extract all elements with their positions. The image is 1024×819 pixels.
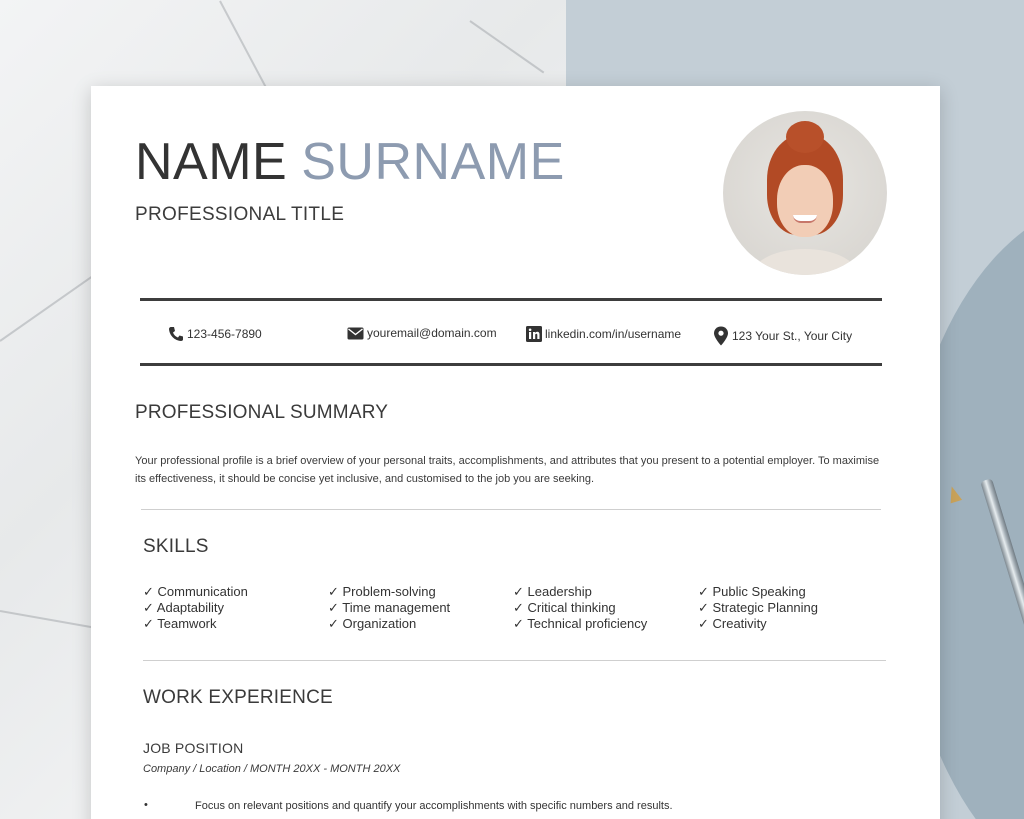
contact-phone [168, 326, 262, 342]
skill-item: ✓ Creativity [698, 616, 767, 631]
skill-item: ✓ Strategic Planning [698, 600, 819, 615]
resume-name [135, 132, 565, 192]
contact-email [347, 326, 497, 340]
skill-item: ✓ Organization [328, 616, 417, 631]
skill-item: ✓ Public Speaking [698, 584, 806, 599]
linkedin-icon [526, 326, 542, 342]
skill-item: ✓ Communication [143, 584, 248, 599]
map-pin-icon [713, 326, 729, 346]
first-name: NAME [135, 133, 288, 191]
contact-rule-bottom [140, 363, 882, 366]
skill-item: ✓ Technical proficiency [513, 616, 648, 631]
job-company-dates: Company / Location / MONTH 20XX - MONTH 20XX [143, 763, 401, 775]
summary-text: Your professional profile is a brief overview of your personal traits, accomplishments, and attributes that you present to a potential employer. To maximise its effectiveness, it should be concise yet inclusive, and customised to the job you are seeking. [135, 455, 880, 485]
surname: SURNAME [301, 133, 565, 191]
photo-shoulders [753, 249, 857, 275]
contact-address [713, 326, 852, 346]
summary-heading: PROFESSIONAL SUMMARY [135, 402, 389, 423]
job-position: JOB POSITION [143, 740, 244, 756]
skill-item: ✓ Teamwork [143, 616, 217, 631]
phone-text: 123-456-7890 [187, 327, 262, 341]
skill-item: ✓ Adaptability [143, 600, 224, 615]
email-text: youremail@domain.com [367, 326, 497, 340]
photo-hair-bun [786, 121, 824, 153]
experience-bullet: Focus on relevant positions and quantify your accomplishments with specific numbers and results. [195, 800, 673, 812]
phone-icon [168, 326, 184, 342]
section-divider [141, 509, 881, 510]
professional-title: PROFESSIONAL TITLE [135, 204, 345, 225]
skill-item: ✓ Problem-solving [328, 584, 436, 599]
envelope-icon [347, 327, 364, 340]
skills-list [143, 584, 863, 632]
skills-heading: SKILLS [143, 536, 209, 557]
profile-photo [723, 111, 887, 275]
address-text: 123 Your St., Your City [732, 329, 853, 343]
contact-rule-top [140, 298, 882, 301]
skill-item: ✓ Leadership [513, 584, 592, 599]
experience-heading: WORK EXPERIENCE [143, 687, 333, 708]
section-divider [143, 660, 886, 661]
photo-face [777, 165, 833, 237]
contact-linkedin [526, 326, 681, 342]
skill-item: ✓ Critical thinking [513, 600, 616, 615]
linkedin-text: linkedin.com/in/username [545, 327, 682, 341]
skill-item: ✓ Time management [328, 600, 451, 615]
bullet-marker: • [144, 799, 148, 811]
resume-page [91, 86, 940, 819]
